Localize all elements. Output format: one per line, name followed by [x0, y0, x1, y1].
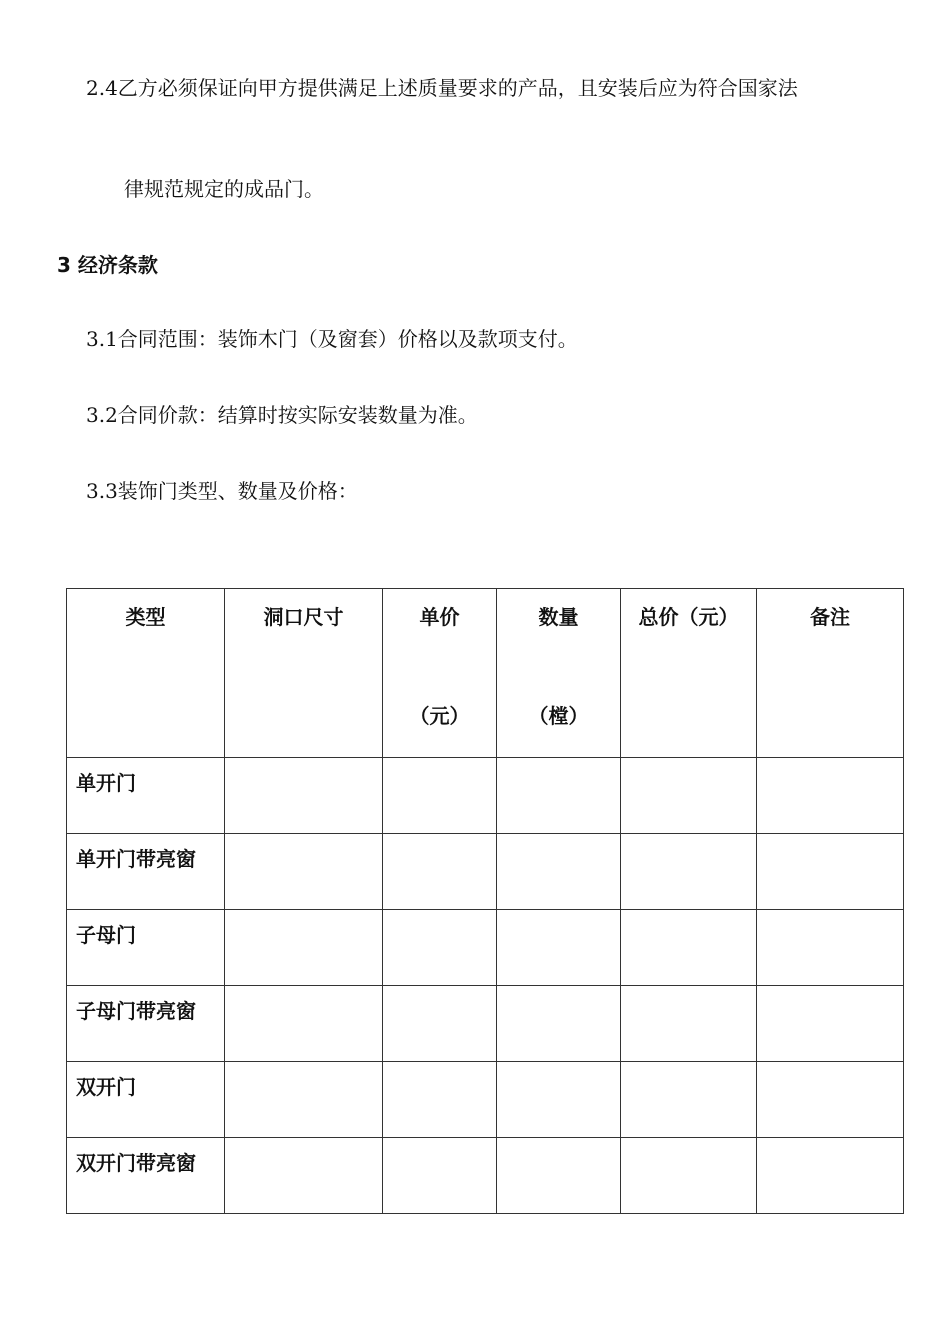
opening-size-cell: [225, 1062, 383, 1138]
opening-size-cell: [225, 758, 383, 834]
quantity-cell: [497, 986, 621, 1062]
header-label: 数量: [538, 605, 579, 629]
table-row: [67, 1062, 904, 1138]
total-price-cell: [621, 1062, 757, 1138]
remarks-cell: [757, 834, 904, 910]
total-price-cell: [621, 758, 757, 834]
quantity-cell: [497, 834, 621, 910]
header-label: 单价: [419, 605, 460, 629]
table-row: [67, 1138, 904, 1214]
unit-price-cell: [383, 1138, 497, 1214]
opening-size-cell: [225, 1138, 383, 1214]
type-label: 双开门: [76, 1075, 136, 1099]
header-cell-opening-size: [225, 589, 383, 758]
table-header-row: [67, 589, 904, 758]
type-cell: [67, 986, 225, 1062]
remarks-cell: [757, 986, 904, 1062]
type-cell: [67, 1138, 225, 1214]
unit-price-cell: [383, 758, 497, 834]
type-label: 单开门: [76, 771, 136, 795]
section-3-heading: 3 经济条款: [57, 253, 158, 277]
type-cell: [67, 1062, 225, 1138]
unit-price-cell: [383, 834, 497, 910]
type-cell: [67, 834, 225, 910]
quantity-cell: [497, 758, 621, 834]
type-label: 单开门带亮窗: [76, 847, 196, 871]
header-unit: （元）: [409, 704, 470, 728]
quantity-cell: [497, 1062, 621, 1138]
type-label: 子母门带亮窗: [76, 999, 196, 1023]
header-label: 总价（元）: [638, 605, 739, 629]
type-cell: [67, 758, 225, 834]
quantity-cell: [497, 910, 621, 986]
paragraph-3-1: 3.1合同范围：装饰木门（及窗套）价格以及款项支付。: [86, 327, 578, 351]
quantity-cell: [497, 1138, 621, 1214]
total-price-cell: [621, 986, 757, 1062]
header-unit: （樘）: [528, 704, 589, 728]
paragraph-3-3: 3.3装饰门类型、数量及价格：: [86, 479, 358, 503]
remarks-cell: [757, 758, 904, 834]
paragraph-2-4-line2: 律规范规定的成品门。: [124, 177, 324, 201]
remarks-cell: [757, 1062, 904, 1138]
remarks-cell: [757, 1138, 904, 1214]
total-price-cell: [621, 1138, 757, 1214]
total-price-cell: [621, 910, 757, 986]
remarks-cell: [757, 910, 904, 986]
header-label: 洞口尺寸: [263, 605, 344, 629]
opening-size-cell: [225, 834, 383, 910]
total-price-cell: [621, 834, 757, 910]
table-row: [67, 910, 904, 986]
table-row: [67, 758, 904, 834]
header-cell-total-price: [621, 589, 757, 758]
door-price-table: [66, 588, 904, 1214]
table-row: [67, 986, 904, 1062]
unit-price-cell: [383, 910, 497, 986]
header-label: 备注: [810, 605, 850, 629]
opening-size-cell: [225, 986, 383, 1062]
header-cell-unit-price: [383, 589, 497, 758]
table-row: [67, 834, 904, 910]
header-cell-quantity: [497, 589, 621, 758]
type-cell: [67, 910, 225, 986]
paragraph-2-4-line1: 2.4乙方必须保证向甲方提供满足上述质量要求的产品，且安装后应为符合国家法: [86, 76, 798, 100]
header-cell-remarks: [757, 589, 904, 758]
opening-size-cell: [225, 910, 383, 986]
type-label: 双开门带亮窗: [76, 1151, 196, 1175]
header-label: 类型: [125, 605, 166, 629]
type-label: 子母门: [76, 923, 136, 947]
paragraph-3-2: 3.2合同价款：结算时按实际安装数量为准。: [86, 403, 478, 427]
header-cell-type: [67, 589, 225, 758]
unit-price-cell: [383, 986, 497, 1062]
unit-price-cell: [383, 1062, 497, 1138]
